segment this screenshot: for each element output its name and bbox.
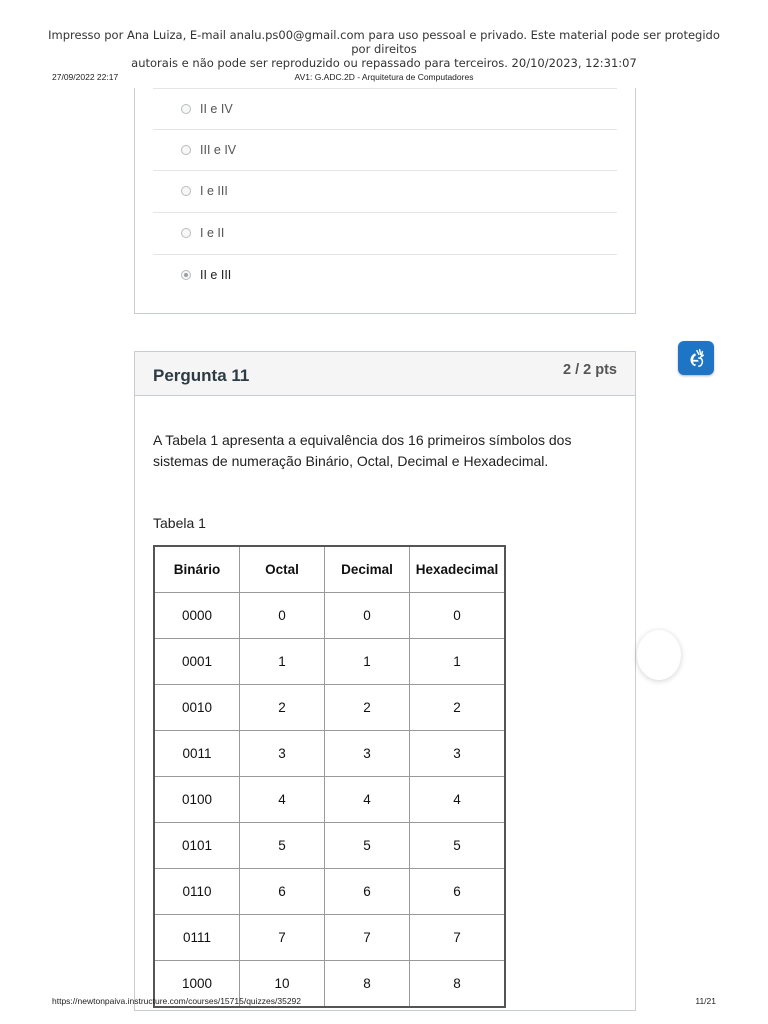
watermark-line-2: autorais e não pode ser reproduzido ou repassado para terceiros. 20/10/2023, 12:31:07 (131, 56, 637, 70)
table-cell: 0001 (154, 639, 240, 685)
table-row (154, 593, 505, 639)
table-row (154, 823, 505, 869)
table-cell: 4 (325, 777, 410, 823)
table-cell: 2 (240, 685, 325, 731)
print-page-number: 11/21 (695, 996, 716, 1006)
table-cell: 0100 (154, 777, 240, 823)
table-cell: 1 (240, 639, 325, 685)
table-cell: 0 (240, 593, 325, 639)
table-row (154, 777, 505, 823)
table-cell: 0000 (154, 593, 240, 639)
table-cell: 1 (325, 639, 410, 685)
table-cell: 1 (410, 639, 506, 685)
table-cell: 5 (240, 823, 325, 869)
question-card (134, 351, 636, 1011)
table-header: Decimal (325, 546, 410, 593)
print-watermark (40, 28, 728, 70)
table-row (154, 915, 505, 961)
answer-option-selected[interactable] (153, 254, 617, 295)
table-cell: 3 (410, 731, 506, 777)
question-header (135, 352, 635, 396)
table-cell: 0010 (154, 685, 240, 731)
radio-button[interactable] (181, 228, 191, 238)
table-header-row (154, 546, 505, 593)
answer-option[interactable] (153, 129, 617, 170)
table-cell: 0111 (154, 915, 240, 961)
table-cell: 0110 (154, 869, 240, 915)
watermark-line-1: Impresso por Ana Luiza, E-mail analu.ps00@gmail.com para uso pessoal e privado. Este material pode ser protegido por direitos (48, 28, 720, 56)
table-row (154, 869, 505, 915)
table-cell: 3 (240, 731, 325, 777)
radio-button[interactable] (181, 104, 191, 114)
table-row (154, 731, 505, 777)
question-text: A Tabela 1 apresenta a equivalência dos 16 primeiros símbolos dos sistemas de numeração Binário, Octal, Decimal e Hexadecimal. (153, 432, 572, 469)
table-cell: 0011 (154, 731, 240, 777)
table-cell: 1000 (154, 961, 240, 1008)
answer-option[interactable] (153, 88, 617, 129)
answer-label: I e II (200, 226, 225, 240)
question-points: 2 / 2 pts (563, 362, 617, 378)
table-cell: 6 (410, 869, 506, 915)
table-cell: 2 (410, 685, 506, 731)
table-cell: 0 (410, 593, 506, 639)
table-header: Hexadecimal (410, 546, 506, 593)
answer-label: II e III (200, 268, 232, 282)
table-cell: 6 (325, 869, 410, 915)
table-cell: 7 (410, 915, 506, 961)
answer-option[interactable] (153, 170, 617, 211)
table-cell: 6 (240, 869, 325, 915)
floating-scroll-button[interactable] (637, 630, 681, 680)
table-cell: 5 (410, 823, 506, 869)
answer-option[interactable] (153, 212, 617, 253)
print-title: AV1: G.ADC.2D - Arquitetura de Computadores (294, 72, 474, 82)
table-cell: 10 (240, 961, 325, 1008)
equivalence-table (153, 545, 506, 1008)
radio-button[interactable] (181, 186, 191, 196)
table-cell: 8 (410, 961, 506, 1008)
table-cell: 0 (325, 593, 410, 639)
table-cell: 7 (325, 915, 410, 961)
table-body (154, 593, 505, 1008)
question-title: Pergunta 11 (153, 366, 250, 385)
table-header: Octal (240, 546, 325, 593)
table-header: Binário (154, 546, 240, 593)
table-row (154, 685, 505, 731)
table-cell: 4 (240, 777, 325, 823)
table-caption: Tabela 1 (153, 515, 206, 531)
answer-label: III e IV (200, 143, 237, 157)
table-cell: 0101 (154, 823, 240, 869)
sign-language-icon (685, 347, 707, 369)
table-cell: 5 (325, 823, 410, 869)
table-cell: 7 (240, 915, 325, 961)
table-cell: 4 (410, 777, 506, 823)
table-row (154, 639, 505, 685)
table-cell: 3 (325, 731, 410, 777)
accessibility-button[interactable] (678, 341, 714, 375)
print-url: https://newtonpaiva.instructure.com/courses/15715/quizzes/35292 (52, 996, 302, 1006)
radio-button-selected[interactable] (181, 270, 191, 280)
radio-button[interactable] (181, 145, 191, 155)
table-cell: 8 (325, 961, 410, 1008)
previous-question-card (134, 88, 636, 314)
table-cell: 2 (325, 685, 410, 731)
print-date: 27/09/2022 22:17 (52, 72, 119, 82)
answer-label: II e IV (200, 102, 233, 116)
answer-label: I e III (200, 184, 228, 198)
